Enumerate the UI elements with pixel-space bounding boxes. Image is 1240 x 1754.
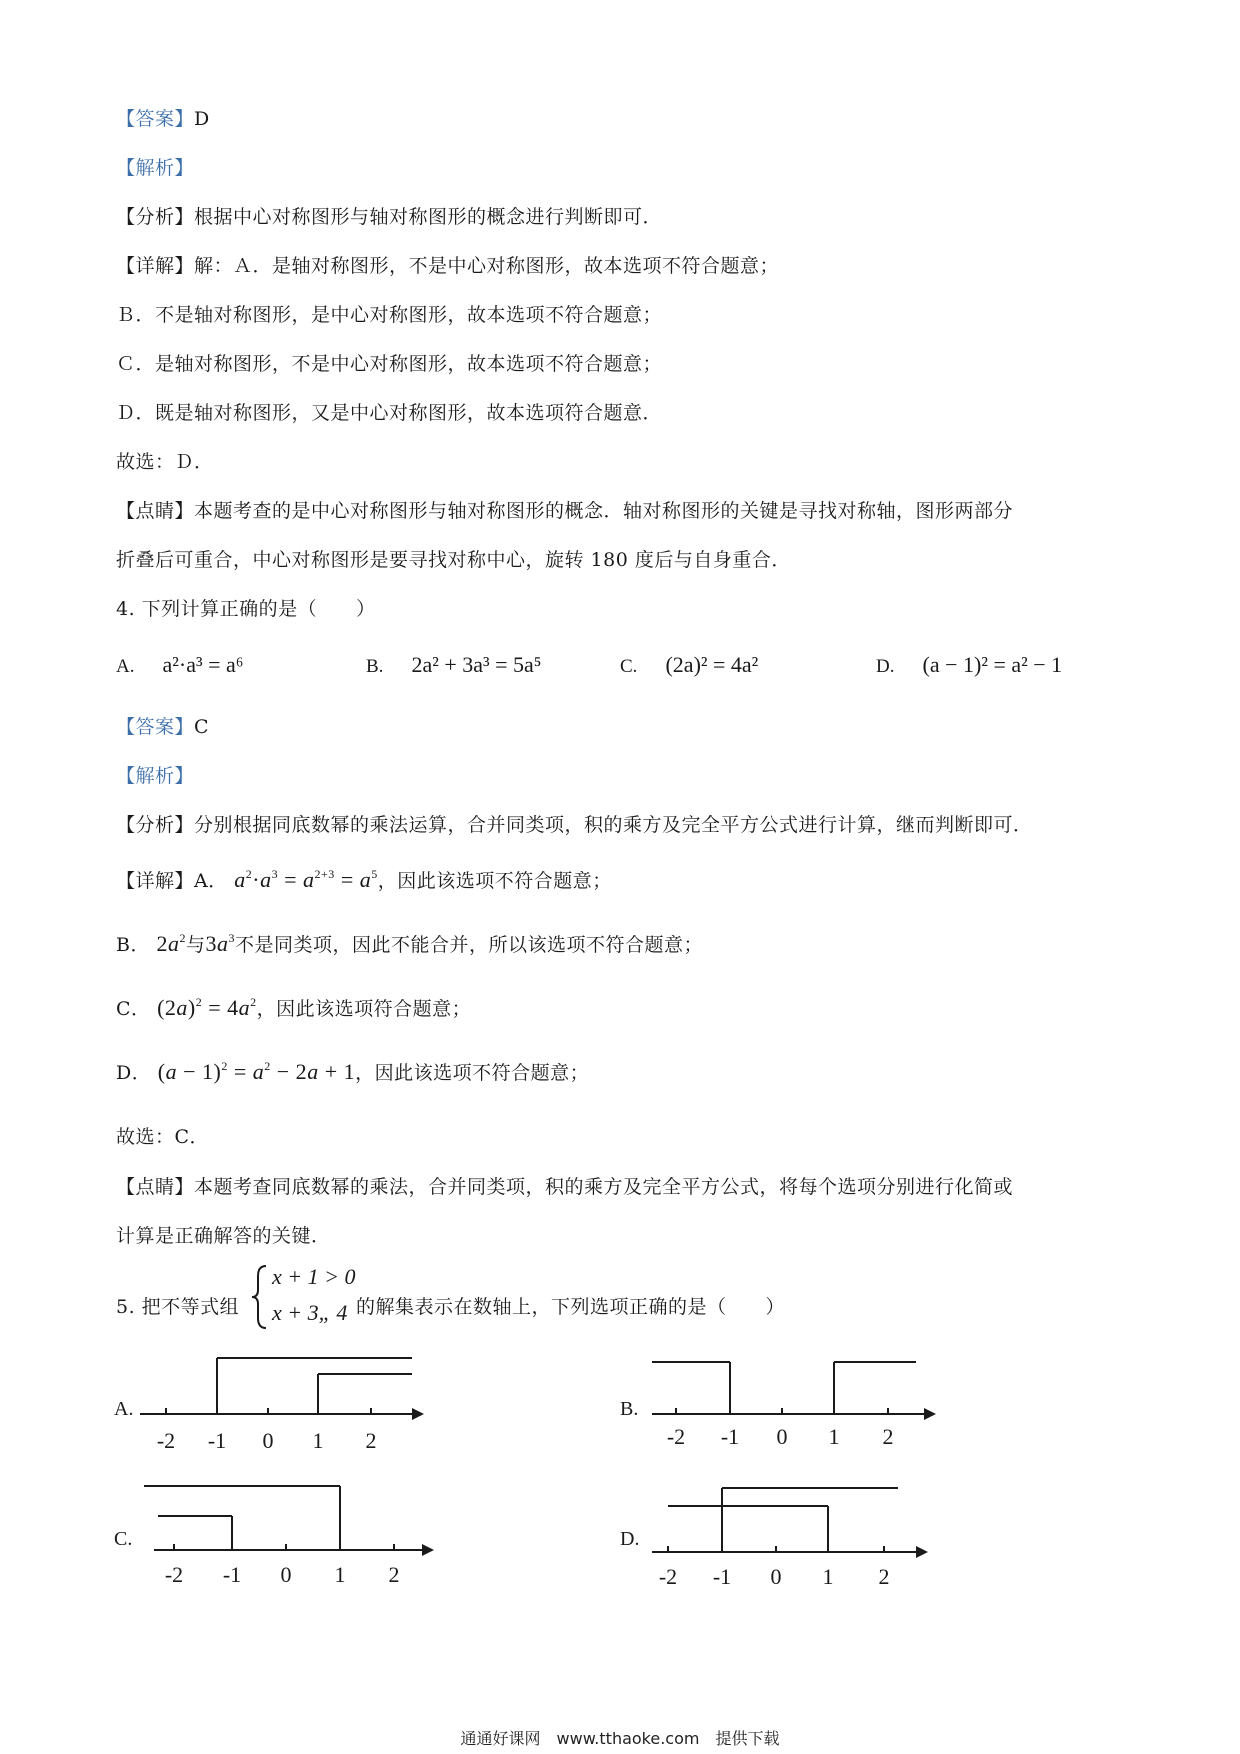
- detail-suffix: ，因此该选项符合题意；: [256, 998, 472, 1020]
- tick-label: 2: [882, 1424, 894, 1449]
- tick-label: -2: [164, 1562, 184, 1587]
- option-expr: a²·a³ = a⁶: [162, 652, 244, 677]
- detail-a-line: [116, 866, 612, 893]
- tick-label: 2: [388, 1562, 400, 1587]
- number-line-a: [140, 1352, 430, 1466]
- brace-icon: [250, 1262, 270, 1332]
- option-expr: (2a)² = 4a²: [665, 652, 759, 677]
- answer-tag: 【答案】: [116, 716, 195, 738]
- detail-d-line: [116, 1058, 589, 1085]
- question-5-suffix: 的解集表示在数轴上，下列选项正确的是（ ）: [356, 1296, 786, 1318]
- choose-line: 故选：Ｄ．: [116, 451, 214, 473]
- answer-line-q3: [116, 104, 210, 131]
- tick-label: 2: [365, 1428, 377, 1453]
- tick-label: 1: [828, 1424, 840, 1449]
- fenxi-line: 【分析】分别根据同底数幂的乘法运算，合并同类项，积的乘方及完全平方公式进行计算，继而判断即可．: [116, 814, 1033, 836]
- tick-label: -2: [156, 1428, 176, 1453]
- detail-mid: 与: [186, 934, 206, 956]
- page-footer: 通通好课网 www.tthaoke.com 提供下载: [460, 1729, 780, 1748]
- dianjing-line-2: 折叠后可重合，中心对称图形是要寻找对称中心，旋转 180 度后与自身重合．: [116, 549, 791, 571]
- detail-suffix: 不是同类项，因此不能合并，所以该选项不符合题意；: [235, 934, 704, 956]
- inequality-1: x + 1 > 0: [272, 1264, 356, 1289]
- detail-suffix: ，因此该选项不符合题意；: [377, 870, 612, 892]
- nl-option-b-label: B.: [620, 1398, 639, 1420]
- detail-c-line: [116, 994, 471, 1021]
- tick-label: 0: [280, 1562, 292, 1587]
- dianjing-line-1: 【点睛】本题考查同底数幂的乘法，合并同类项，积的乘方及完全平方公式，将每个选项分别进行化简或: [116, 1176, 1014, 1198]
- detail-d-line: Ｄ．既是轴对称图形，又是中心对称图形，故本选项符合题意．: [116, 402, 663, 424]
- detail-prefix: C．: [116, 998, 151, 1020]
- option-a: [116, 652, 243, 678]
- fenxi-line: 【分析】根据中心对称图形与轴对称图形的概念进行判断即可．: [116, 206, 663, 228]
- detail-b-line: [116, 930, 703, 957]
- answer-value: D: [194, 108, 210, 130]
- option-label: C.: [620, 656, 638, 677]
- choose-line: 故选：C．: [116, 1126, 210, 1148]
- formula-c: $(2a)^2 = 4a^2$: [157, 995, 257, 1020]
- tick-label: -1: [712, 1564, 732, 1589]
- number-line-d: [652, 1482, 942, 1596]
- tick-label: -2: [666, 1424, 686, 1449]
- tick-label: 0: [770, 1564, 782, 1589]
- tick-label: 1: [334, 1562, 346, 1587]
- detail-b-line: Ｂ．不是轴对称图形，是中心对称图形，故本选项不符合题意；: [116, 304, 663, 326]
- tick-label: 2: [878, 1564, 890, 1589]
- detail-prefix: D．: [116, 1062, 152, 1084]
- option-expr: 2a² + 3a³ = 5a⁵: [411, 652, 542, 677]
- number-line-c: [144, 1482, 434, 1596]
- option-label: D.: [876, 656, 895, 677]
- tick-label: 0: [776, 1424, 788, 1449]
- question-4: 4. 下列计算正确的是（ ）: [116, 598, 376, 620]
- tick-label: -1: [207, 1428, 227, 1453]
- number-line-b: [652, 1352, 942, 1466]
- question-5-prefix: 5. 把不等式组: [116, 1296, 240, 1318]
- option-label: A.: [116, 656, 135, 677]
- answer-value: C: [194, 716, 210, 738]
- option-d: [876, 652, 1062, 678]
- option-c: [620, 652, 758, 678]
- formula-b1: $2a^2$: [156, 931, 187, 956]
- option-label: B.: [366, 656, 384, 677]
- tick-label: 0: [262, 1428, 274, 1453]
- xiangjie-line: 【详解】解：Ａ．是轴对称图形，不是中心对称图形，故本选项不符合题意；: [116, 255, 780, 277]
- tick-label: -1: [720, 1424, 740, 1449]
- option-b: [366, 652, 541, 678]
- nl-option-a-label: A.: [114, 1398, 134, 1420]
- detail-c-line: Ｃ．是轴对称图形，不是中心对称图形，故本选项不符合题意；: [116, 353, 663, 375]
- dianjing-line-1: 【点睛】本题考查的是中心对称图形与轴对称图形的概念．轴对称图形的关键是寻找对称轴，图形两部分: [116, 500, 1014, 522]
- analysis-tag: 【解析】: [116, 157, 195, 179]
- detail-prefix: 【详解】A．: [116, 870, 228, 892]
- tick-label: -2: [658, 1564, 678, 1589]
- tick-label: 1: [312, 1428, 324, 1453]
- analysis-tag: 【解析】: [116, 765, 195, 787]
- nl-option-d-label: D.: [620, 1528, 640, 1550]
- dianjing-line-2: 计算是正确解答的关键．: [116, 1225, 331, 1247]
- option-expr: (a − 1)² = a² − 1: [922, 652, 1063, 677]
- tick-label: -1: [222, 1562, 242, 1587]
- formula-a: $a^2\cdot a^3 = a^{2+3} = a^5$: [234, 867, 378, 892]
- formula-b2: $3a^3$: [205, 931, 236, 956]
- answer-tag: 【答案】: [116, 108, 195, 130]
- answer-line-q4: [116, 712, 209, 739]
- inequality-2: x + 3„ 4: [272, 1300, 348, 1325]
- detail-suffix: ，因此该选项不符合题意；: [355, 1062, 590, 1084]
- nl-option-c-label: C.: [114, 1528, 133, 1550]
- detail-prefix: B．: [116, 934, 150, 956]
- tick-label: 1: [822, 1564, 834, 1589]
- formula-d: $(a - 1)^2 = a^2 - 2a + 1$: [157, 1059, 356, 1084]
